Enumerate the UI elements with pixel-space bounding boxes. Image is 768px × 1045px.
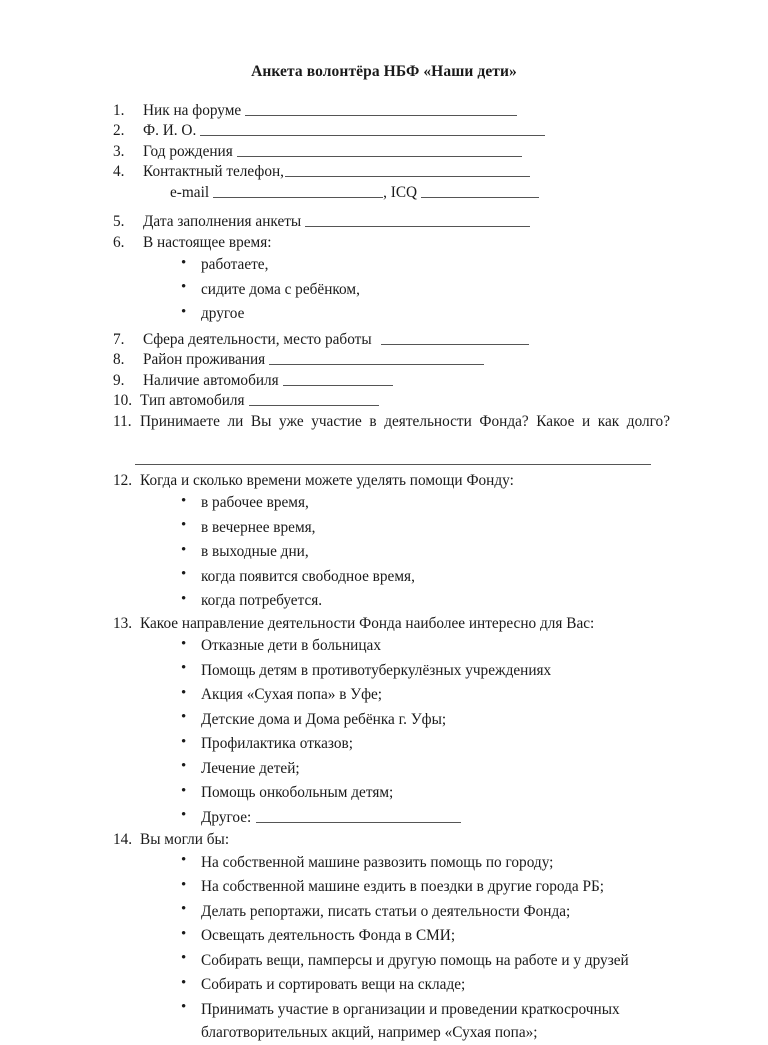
list-item[interactable]: • Детские дома и Дома ребёнка г. Уфы; <box>113 708 670 732</box>
question-item-3 <box>113 142 670 163</box>
list-item[interactable]: • работаете, <box>113 253 670 277</box>
page-title: Анкета волонтёра НБФ «Наши дети» <box>251 63 517 80</box>
answer-field-13-other[interactable] <box>256 809 461 823</box>
question-number: 1. <box>113 101 125 119</box>
answer-field-phone[interactable] <box>285 164 530 178</box>
answer-field-2[interactable] <box>200 123 545 137</box>
list-item[interactable]: • сидите дома с ребёнком, <box>113 278 670 302</box>
question-number: 2. <box>113 122 125 140</box>
icq-label: ICQ <box>390 183 418 201</box>
answer-field-9[interactable] <box>283 372 393 386</box>
question-label: Наличие автомобиля <box>143 371 279 389</box>
list-item[interactable]: • Помощь детям в противотуберкулёзных учреждениях <box>113 659 670 683</box>
list-item[interactable]: • Освещать деятельность Фонда в СМИ; <box>113 924 670 948</box>
question-label: Принимаете ли Вы уже участие в деятельности Фонда? Какое и как долго? <box>140 412 670 430</box>
list-item-other[interactable] <box>113 806 670 830</box>
question-item-14 <box>113 830 670 851</box>
list-item[interactable]: • Делать репортажи, писать статьи о деятельности Фонда; <box>113 900 670 924</box>
question-label: Ф. И. О. <box>143 122 197 140</box>
question-number: 4. <box>113 163 125 181</box>
email-label: e-mail <box>170 183 210 201</box>
list-item[interactable]: • Лечение детей; <box>113 757 670 781</box>
answer-field-3[interactable] <box>237 143 522 157</box>
question-item-11 <box>113 412 670 453</box>
list-item[interactable]: • когда появится свободное время, <box>113 565 670 589</box>
list-item[interactable]: • когда потребуется. <box>113 589 670 613</box>
question-item-4-sub <box>113 183 670 204</box>
question-item-6 <box>113 233 670 254</box>
question-item-4 <box>113 162 670 183</box>
question-text-wrapper <box>143 350 670 371</box>
question-item-10 <box>113 391 670 412</box>
question-item-5 <box>113 212 670 233</box>
list-item[interactable]: • в вечернее время, <box>113 516 670 540</box>
question-number: 11. <box>113 412 132 430</box>
answer-field-email[interactable] <box>213 184 383 198</box>
question-number: 9. <box>113 371 125 389</box>
question-item-13 <box>113 614 670 635</box>
question-label: В настоящее время: <box>143 233 272 251</box>
list-item[interactable]: • Отказные дети в больницах <box>113 634 670 658</box>
list-item[interactable]: • Профилактика отказов; <box>113 732 670 756</box>
question-label: Когда и сколько времени можете уделять помощи Фонду: <box>140 471 514 489</box>
question-item-12 <box>113 471 670 492</box>
question-number: 5. <box>113 213 125 231</box>
question-label: Вы могли бы: <box>140 831 230 849</box>
answer-field-5[interactable] <box>305 214 530 228</box>
other-label: Другое: <box>201 808 252 826</box>
question-label: Сфера деятельности, место работы <box>143 330 372 348</box>
option-list-13 <box>113 634 670 829</box>
answer-field-7[interactable] <box>381 331 529 345</box>
question-label: Ник на форуме <box>143 101 242 119</box>
answer-field-1[interactable] <box>245 102 517 116</box>
question-text-wrapper <box>143 142 670 163</box>
question-number: 10. <box>113 392 133 410</box>
question-number: 3. <box>113 142 125 160</box>
option-list-12 <box>113 491 670 613</box>
list-item[interactable]: • На собственной машине развозить помощь по городу; <box>113 851 670 875</box>
question-text-wrapper <box>140 391 670 412</box>
question-item-7 <box>113 330 670 351</box>
question-text-wrapper <box>143 121 670 142</box>
question-label: Какое направление деятельности Фонда наиболее интересно для Вас: <box>140 614 595 632</box>
question-text-wrapper <box>143 371 670 392</box>
question-number: 6. <box>113 233 125 251</box>
question-number: 14. <box>113 831 133 849</box>
list-item[interactable]: • Собирать вещи, памперсы и другую помощь на работе и у друзей <box>113 949 670 973</box>
list-item[interactable]: • На собственной машине ездить в поездки в другие города РБ; <box>113 875 670 899</box>
question-text-wrapper <box>143 212 670 233</box>
question-label: Год рождения <box>143 142 233 160</box>
field-separator: , <box>383 183 391 201</box>
question-label: Тип автомобиля <box>140 392 245 410</box>
question-label: Район проживания <box>143 351 266 369</box>
question-item-1 <box>113 101 670 122</box>
list-item[interactable]: • Собирать и сортировать вещи на складе; <box>113 973 670 997</box>
list-item[interactable]: • Помощь онкобольным детям; <box>113 781 670 805</box>
question-number: 7. <box>113 330 125 348</box>
list-item[interactable]: • в рабочее время, <box>113 491 670 515</box>
question-text-wrapper <box>143 162 670 183</box>
list-item[interactable]: • другое <box>113 302 670 326</box>
question-number: 8. <box>113 351 125 369</box>
list-item[interactable]: • в выходные дни, <box>113 540 670 564</box>
option-list-14 <box>113 851 670 1045</box>
questionnaire-body <box>0 101 768 1045</box>
option-list-6 <box>113 253 670 326</box>
answer-field-8[interactable] <box>269 352 484 366</box>
question-item-8 <box>113 350 670 371</box>
list-item[interactable]: • Акция «Сухая попа» в Уфе; <box>113 683 670 707</box>
question-text-wrapper <box>143 101 670 122</box>
question-label: Контактный телефон, <box>143 163 284 181</box>
list-item[interactable]: • Принимать участие в организации и проведении краткосрочных благотворительных акций, например «Сухая попа»; <box>113 998 670 1045</box>
answer-field-10[interactable] <box>249 393 379 407</box>
answer-field-icq[interactable] <box>421 184 539 198</box>
question-label: Дата заполнения анкеты <box>143 213 302 231</box>
question-item-2 <box>113 121 670 142</box>
question-number: 12. <box>113 471 133 489</box>
question-number: 13. <box>113 614 133 632</box>
question-item-9 <box>113 371 670 392</box>
question-text-wrapper <box>143 330 670 351</box>
